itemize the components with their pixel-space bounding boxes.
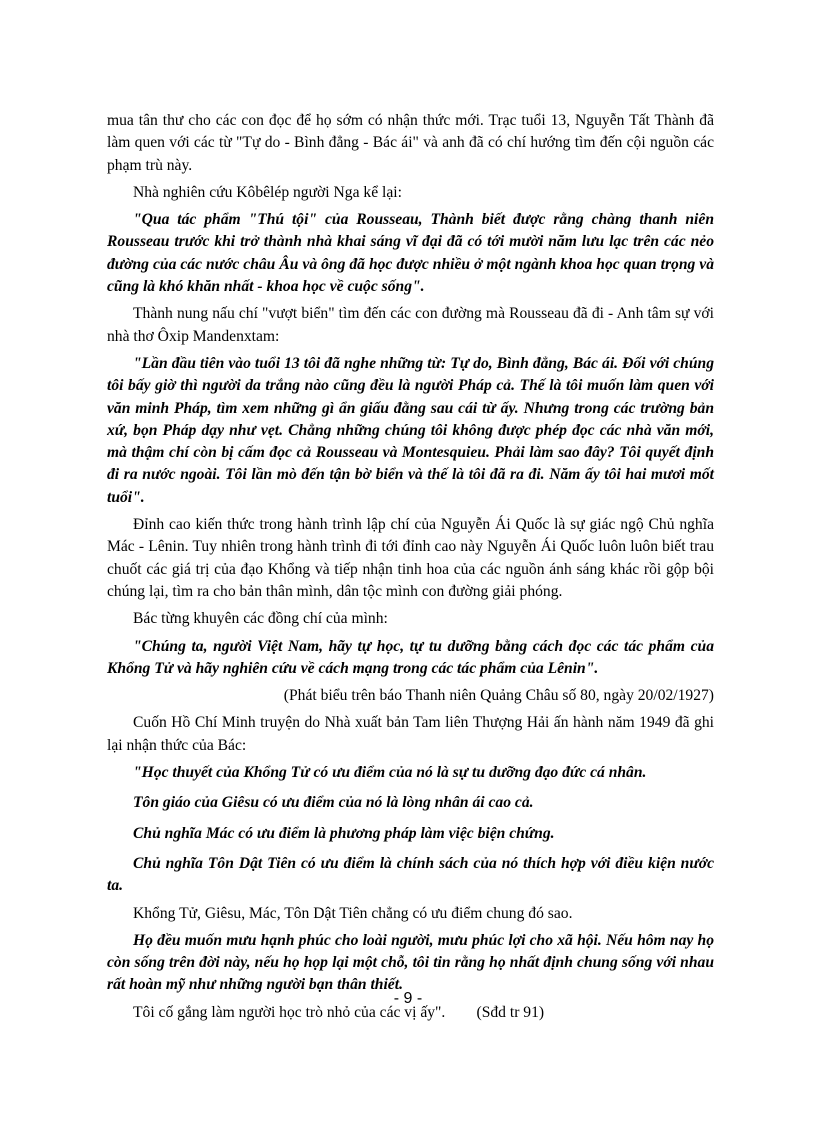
quote-paragraph: Tôn giáo của Giêsu có ưu điểm của nó là lòng nhân ái cao cả.	[133, 794, 534, 812]
quote-paragraph: Họ đều muốn mưu hạnh phúc cho loài người, mưu phúc lợi cho xã hội. Nếu hôm nay họ còn sống trên đời này, nếu họ họp lại một chỗ, tôi tin rằng họ nhất định chung sống với nhau rất hoàn mỹ như những người bạn thân thiết.	[107, 931, 714, 994]
quote-paragraph: "Lần đầu tiên vào tuổi 13 tôi đã nghe những từ: Tự do, Bình đẳng, Bác ái. Đối với chúng tôi bấy giờ thì người da trắng nào cũng đều là người Pháp cả. Thế là tôi muốn làm quen với văn minh Pháp, tìm xem những gì ẩn giấu đằng sau cái từ ấy. Nhưng trong các trường bản xứ, bọn Pháp dạy như vẹt. Chẳng những chúng tôi không được phép đọc các nhà văn mới, mà thậm chí còn bị cấm đọc cả Rousseau và Montesquieu. Phải làm sao đây? Tôi quyết định đi ra nước ngoài. Tôi lần mò đến tận bờ biển và thế là tôi đã ra đi. Năm ấy tôi hai mươi mốt tuổi".	[107, 354, 714, 506]
citation: (Phát biểu trên báo Thanh niên Quảng Châu số 80, ngày 20/02/1927)	[283, 687, 714, 705]
paragraph: Đỉnh cao kiến thức trong hành trình lập chí của Nguyễn Ái Quốc là sự giác ngộ Chủ nghĩa Mác - Lênin. Tuy nhiên trong hành trình đi tới đỉnh cao này Nguyễn Ái Quốc luôn luôn biết trau chuốt các giá trị của đạo Khổng và tiếp nhận tinh hoa của các nguồn ánh sáng khác rồi gộp bội chúng lại, tìm ra cho bản thân mình, dân tộc mình con đường giải phóng.	[107, 516, 714, 600]
paragraph: Khổng Tử, Giêsu, Mác, Tôn Dật Tiên chẳng có ưu điểm chung đó sao.	[133, 904, 573, 922]
paragraph: mua tân thư cho các con đọc để họ sớm có nhận thức mới. Trạc tuổi 13, Nguyễn Tất Thành đã làm quen với các từ "Tự do - Bình đẳng - Bác ái" và anh đã có chí hướng tìm đến cội nguồn các phạm trù này.	[107, 112, 714, 174]
quote-paragraph: "Chúng ta, người Việt Nam, hãy tự học, tự tu dưỡng bằng cách đọc các tác phẩm của Khổng Tử và hãy nghiên cứu về cách mạng trong các tác phẩm của Lênin".	[107, 637, 714, 677]
quote-paragraph: "Qua tác phẩm "Thú tội" của Rousseau, Thành biết được rằng chàng thanh niên Rousseau trước khi trở thành nhà khai sáng vĩ đại đã có tới mười năm lưu lạc trên các nẻo đường của các nước châu Âu và ông đã học được nhiều ở một ngành khoa học quan trọng và cũng là khó khăn nhất - khoa học về cuộc sống".	[107, 211, 714, 296]
paragraph: Nhà nghiên cứu Kôbêlép người Nga kể lại:	[133, 183, 402, 201]
quote-paragraph: Chủ nghĩa Mác có ưu điểm là phương pháp làm việc biện chứng.	[133, 824, 555, 842]
quote-paragraph: Chủ nghĩa Tôn Dật Tiên có ưu điểm là chính sách của nó thích hợp với điều kiện nước ta.	[107, 854, 714, 895]
paragraph: Cuốn Hồ Chí Minh truyện do Nhà xuất bản Tam liên Thượng Hải ấn hành năm 1949 đã ghi lại nhận thức của Bác:	[107, 714, 714, 754]
paragraph: Thành nung nấu chí "vượt biển" tìm đến các con đường mà Rousseau đã đi - Anh tâm sự với nhà thơ Ôxip Mandenxtam:	[107, 305, 714, 345]
page-number: - 9 -	[393, 990, 423, 1007]
page-body	[107, 110, 714, 1024]
paragraph: Bác từng khuyên các đồng chí của mình:	[133, 610, 388, 628]
paragraph: Tôi cố gắng làm người học trò nhỏ của các vị ấy". (Sđd tr 91)	[133, 1003, 545, 1021]
quote-paragraph: "Học thuyết của Khổng Tử có ưu điểm của nó là sự tu dưỡng đạo đức cá nhân.	[133, 764, 647, 782]
